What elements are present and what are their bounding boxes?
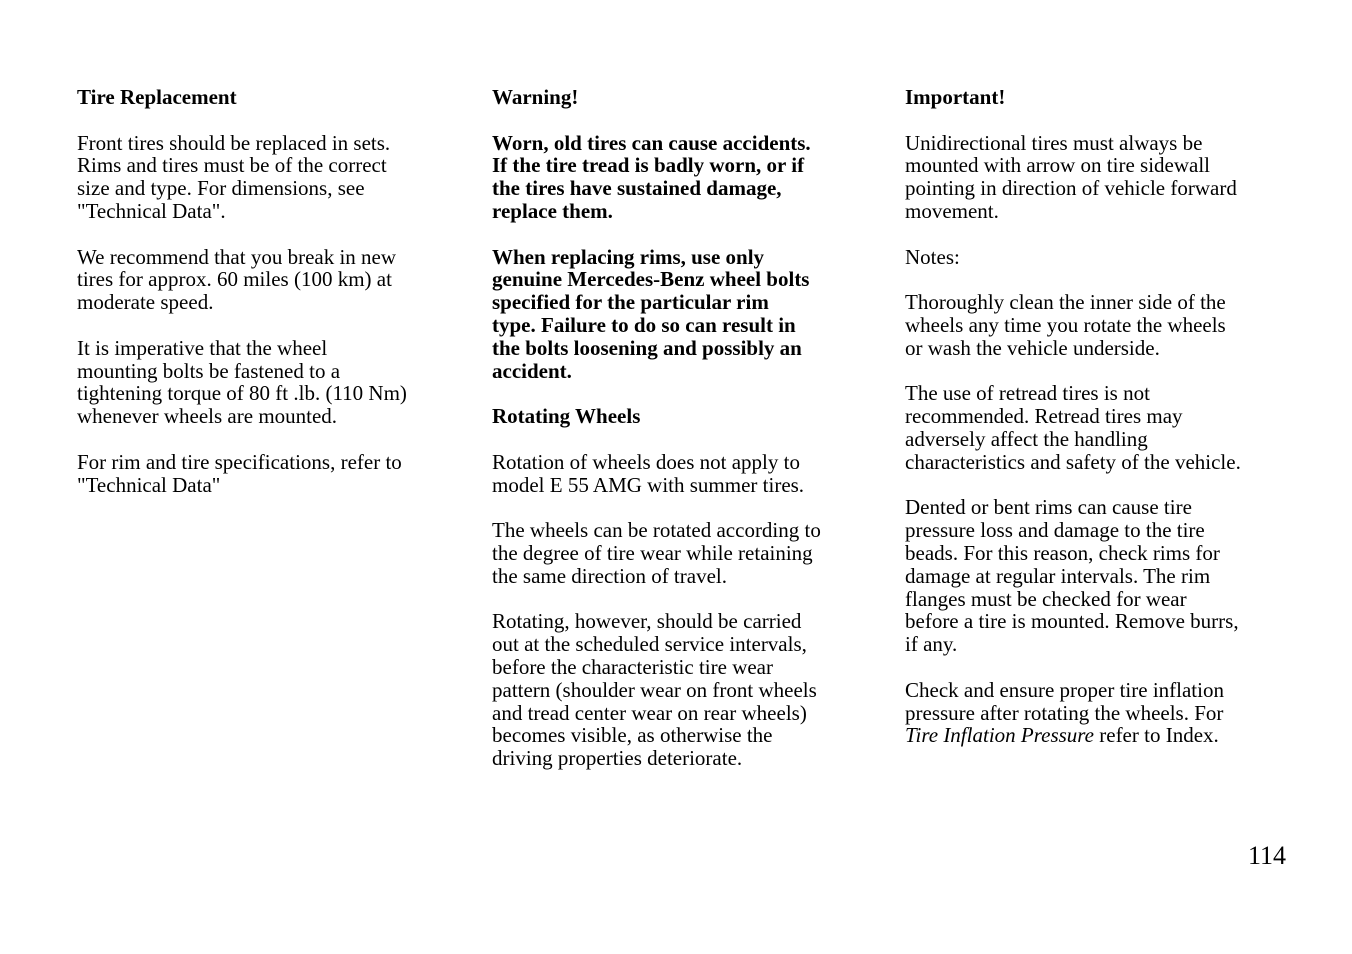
paragraph-specifications: For rim and tire specifications, refer to "Technical Data" <box>77 449 402 497</box>
paragraph-clean-wheels: Thoroughly clean the inner side of the wheels any time you rotate the wheels or wash the vehicle underside. <box>905 290 1226 360</box>
paragraph-replace-in-sets: Front tires should be replaced in sets. Rims and tires must be of the correct size and type. For dimensions, see "Technical Data". <box>77 130 391 223</box>
paragraph-rotation-exception: Rotation of wheels does not apply to model E 55 AMG with summer tires. <box>492 449 805 497</box>
column-warning-rotating <box>492 86 864 793</box>
paragraph-rotation-intervals: Rotating, however, should be carried out at the scheduled service intervals, before the characteristic tire wear pattern (shoulder wear on front wheels and tread center wear on rear wheels) becomes visible, as otherwise the driving properties deteriorate. <box>492 609 817 771</box>
inflation-text-end: refer to Index. <box>1094 723 1219 748</box>
heading-tire-replacement: Tire Replacement <box>77 85 237 109</box>
paragraph-dented-rims: Dented or bent rims can cause tire pressure loss and damage to the tire beads. For this reason, check rims for damage at regular intervals. The rim flanges must be checked for wear before a tire is mounted. Remove burrs, if any. <box>905 495 1239 657</box>
warning-worn-tires: Worn, old tires can cause accidents. If the tire tread is badly worn, or if the tires have sustained damage, replace them. <box>492 130 811 223</box>
paragraph-torque: It is imperative that the wheel mounting bolts be fastened to a tightening torque of 80 ft .lb. (110 Nm) whenever wheels are mounted. <box>77 335 407 429</box>
inflation-reference: Tire Inflation Pressure <box>905 723 1094 748</box>
paragraph-rotation-direction: The wheels can be rotated according to the degree of tire wear while retaining the same direction of travel. <box>492 518 821 588</box>
column-tire-replacement <box>77 86 449 519</box>
paragraph-break-in: We recommend that you break in new tires for approx. 60 miles (100 km) at moderate speed. <box>77 244 397 315</box>
heading-important: Important! <box>905 85 1006 109</box>
paragraph-unidirectional: Unidirectional tires must always be mounted with arrow on tire sidewall pointing in direction of vehicle forward movement. <box>905 130 1237 223</box>
inflation-text-start: Check and ensure proper tire inflation pressure after rotating the wheels. For <box>905 677 1224 725</box>
paragraph-retread: The use of retread tires is not recommended. Retread tires may adversely affect the handling characteristics and safety of the vehicle. <box>905 381 1241 474</box>
heading-warning: Warning! <box>492 85 579 109</box>
page-number: 114 <box>1248 841 1287 870</box>
paragraph-inflation <box>905 679 1285 747</box>
heading-rotating-wheels: Rotating Wheels <box>492 404 641 429</box>
column-important-notes <box>905 86 1285 770</box>
notes-label: Notes: <box>905 244 960 269</box>
warning-wheel-bolts: When replacing rims, use only genuine Mercedes-Benz wheel bolts specified for the particular rim type. Failure to do so can result in the bolts loosening and possibly an accident. <box>492 244 810 383</box>
